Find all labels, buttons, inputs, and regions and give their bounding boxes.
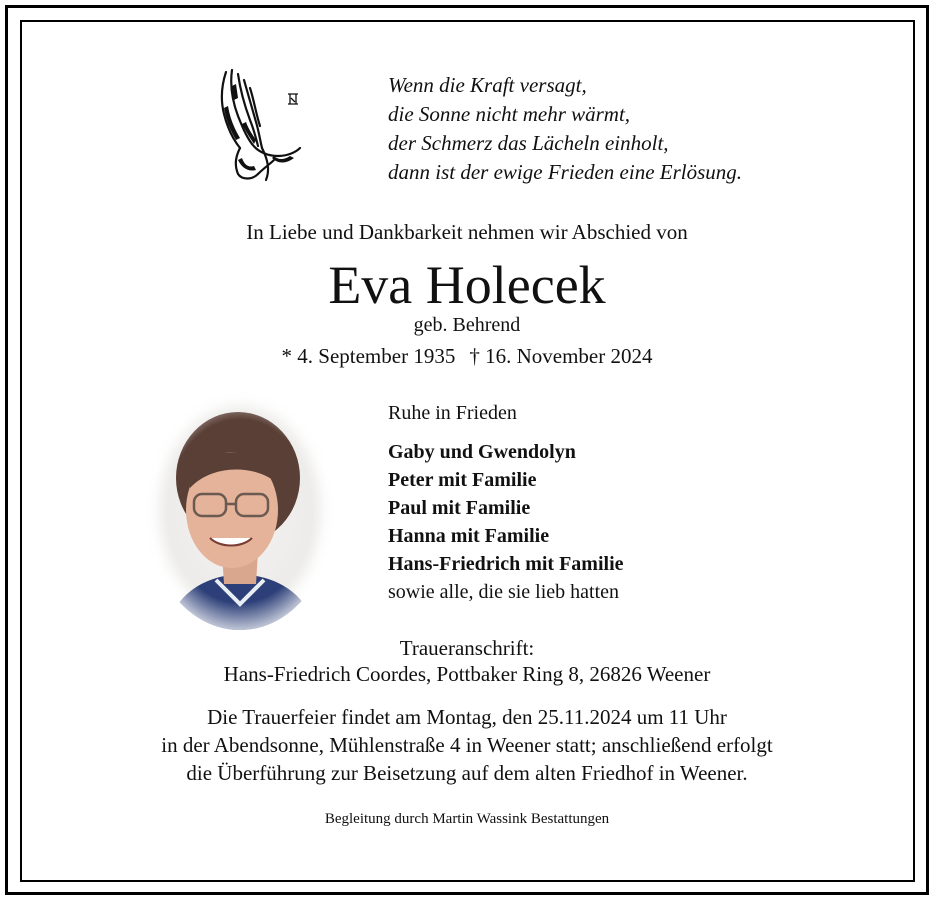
intro-text: In Liebe und Dankbarkeit nehmen wir Abschied von: [246, 220, 688, 244]
ceremony-line: die Überführung zur Beisetzung auf dem alten Friedhof in Weener.: [186, 761, 748, 785]
mourning-address: Hans-Friedrich Coordes, Pottbaker Ring 8, 26826 Weener: [223, 662, 711, 686]
mourner: Gaby und Gwendolyn: [388, 441, 576, 463]
ceremony-line: in der Abendsonne, Mühlenstraße 4 in Weener statt; anschließend erfolgt: [161, 733, 773, 757]
praying-hands-icon: [212, 64, 310, 184]
ceremony-info: [0, 703, 934, 787]
poem-line: dann ist der ewige Frieden eine Erlösung.: [388, 160, 743, 184]
mourner: Peter mit Familie: [388, 469, 537, 491]
mourner: Paul mit Familie: [388, 497, 531, 519]
poem-line: Wenn die Kraft versagt,: [388, 73, 587, 97]
address-label: Traueranschrift:: [399, 636, 535, 660]
mourner: Hanna mit Familie: [388, 525, 550, 547]
rest-in-peace: Ruhe in Frieden: [388, 402, 517, 424]
poem: [388, 71, 742, 187]
poem-line: die Sonne nicht mehr wärmt,: [388, 102, 631, 126]
life-dates: [0, 344, 934, 369]
ceremony-line: Die Trauerfeier findet am Montag, den 25.11.2024 um 11 Uhr: [207, 705, 727, 729]
birth-name: geb. Behrend: [413, 314, 521, 336]
mourner: Hans-Friedrich mit Familie: [388, 553, 624, 575]
deceased-name: Eva Holecek: [328, 255, 606, 315]
undertaker-note: Begleitung durch Martin Wassink Bestattungen: [324, 811, 610, 827]
death-date: † 16. November 2024: [469, 344, 653, 368]
birth-date: * 4. September 1935: [281, 344, 456, 368]
poem-line: der Schmerz das Lächeln einholt,: [388, 131, 669, 155]
mourners-closing: sowie alle, die sie lieb hatten: [388, 581, 620, 603]
portrait-photo: [146, 392, 334, 630]
mourners-list: [388, 438, 624, 606]
